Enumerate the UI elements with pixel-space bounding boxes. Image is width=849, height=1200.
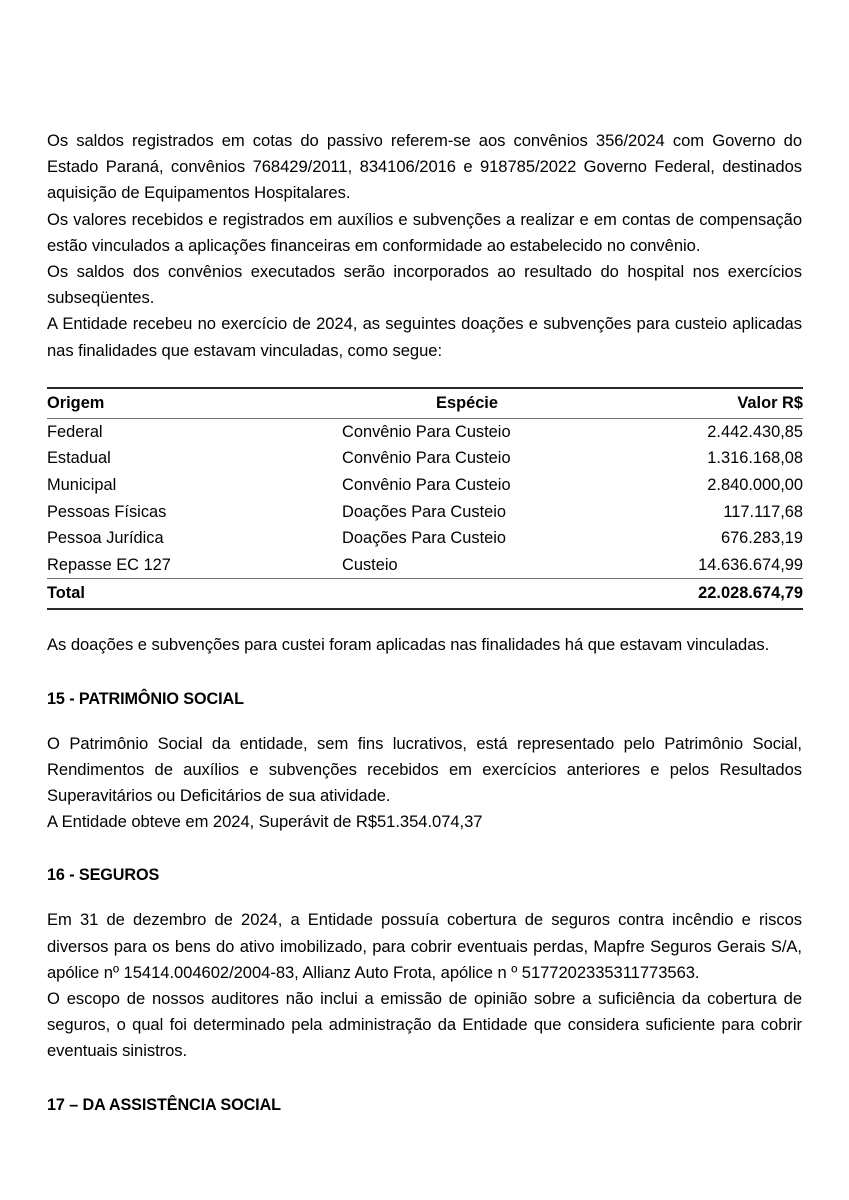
cell-origem: Municipal [47, 476, 117, 495]
cell-origem: Repasse EC 127 [47, 555, 171, 574]
paragraph-convenios-saldos: Os saldos registrados em cotas do passivo referem-se aos convênios 356/2024 com Governo do Estado Paraná, convênios 768429/2011, 834106/2016 e 918785/2022 Governo Federal, destinados aquisição de Equipamentos Hospitalares. [47, 131, 802, 203]
spacer-after-heading-15 [47, 712, 802, 731]
cell-valor: 2.442.430,85 [707, 422, 803, 441]
cell-valor: 2.840.000,00 [707, 476, 803, 495]
column-header-valor: Valor R$ [592, 388, 803, 419]
cell-origem: Estadual [47, 449, 111, 468]
paragraph-doacoes-intro: A Entidade recebeu no exercício de 2024, as seguintes doações e subvenções para custeio aplicadas nas finalidades que estavam vinculadas, como segue: [47, 314, 802, 360]
cell-valor: 676.283,19 [720, 529, 803, 548]
column-header-especie: Espécie [342, 388, 592, 419]
paragraph-valores-recebidos: Os valores recebidos e registrados em auxílios e subvenções a realizar e em contas de compensação estão vinculados a aplicações financeiras em conformidade ao estabelecido no convênio. [47, 209, 802, 255]
table-row [47, 552, 803, 579]
cell-valor: 14.636.674,99 [698, 555, 803, 574]
paragraph-superavit-2024: A Entidade obteve em 2024, Superávit de R$51.354.074,37 [47, 812, 483, 832]
cell-origem: Pessoa Jurídica [47, 529, 164, 548]
spacer-before-section-15 [47, 659, 802, 686]
table-row [47, 445, 803, 472]
column-header-origem: Origem [47, 388, 342, 419]
section-heading-assistencia-social: 17 – DA ASSISTÊNCIA SOCIAL [47, 1095, 281, 1114]
cell-especie: Doações Para Custeio [342, 502, 506, 521]
table-total-row [47, 579, 803, 610]
cell-origem: Federal [47, 422, 103, 441]
cell-valor: 117.117,68 [723, 502, 803, 521]
donations-subsidies-table [47, 387, 803, 611]
donations-table-wrapper [47, 387, 803, 611]
cell-total-especie [342, 579, 592, 610]
section-heading-seguros: 16 - SEGUROS [47, 866, 160, 885]
cell-origem: Pessoas Físicas [47, 502, 167, 521]
paragraph-doacoes-aplicadas: As doações e subvenções para custei foram aplicadas nas finalidades há que estavam vinculadas. [47, 635, 770, 655]
table-row [47, 525, 803, 552]
spacer-after-heading-16 [47, 888, 802, 907]
paragraph-patrimonio-social-descricao: O Patrimônio Social da entidade, sem fins lucrativos, está representado pelo Patrimônio Social, Rendimentos de auxílios e subvenções recebidos em exercícios anteriores e pelos Resultados Superavitários ou Deficitários de sua atividade. [47, 733, 802, 805]
table-header [47, 388, 803, 419]
table-row [47, 499, 803, 526]
table-body [47, 418, 803, 609]
paragraph-cobertura-seguros: Em 31 de dezembro de 2024, a Entidade possuía cobertura de seguros contra incêndio e riscos diversos para os bens do ativo imobilizado, para cobrir eventuais perdas, Mapfre Seguros Gerais S/A, apólice nº 15414.004602/2004-83, Allianz Auto Frota, apólice n º 5177202335311773563. [47, 910, 802, 982]
spacer-before-section-16 [47, 835, 802, 862]
cell-especie: Custeio [342, 555, 398, 574]
cell-total-label: Total [47, 579, 342, 610]
cell-especie: Doações Para Custeio [342, 529, 506, 548]
table-row [47, 418, 803, 445]
spacer-before-section-17 [47, 1065, 802, 1092]
cell-especie: Convênio Para Custeio [342, 476, 511, 495]
document-body [47, 128, 802, 1118]
table-header-row [47, 388, 803, 419]
table-row [47, 472, 803, 499]
paragraph-escopo-auditores: O escopo de nossos auditores não inclui a emissão de opinião sobre a suficiência da cobertura de seguros, o qual foi determinado pela administração da Entidade que considera suficiente para cobrir eventuais sinistros. [47, 989, 802, 1061]
cell-especie: Convênio Para Custeio [342, 422, 511, 441]
cell-especie: Convênio Para Custeio [342, 449, 511, 468]
cell-total-valor: 22.028.674,79 [592, 579, 803, 610]
paragraph-saldos-executados: Os saldos dos convênios executados serão incorporados ao resultado do hospital nos exercícios subseqüentes. [47, 262, 802, 308]
cell-valor: 1.316.168,08 [707, 449, 803, 468]
section-heading-patrimonio-social: 15 - PATRIMÔNIO SOCIAL [47, 689, 244, 708]
